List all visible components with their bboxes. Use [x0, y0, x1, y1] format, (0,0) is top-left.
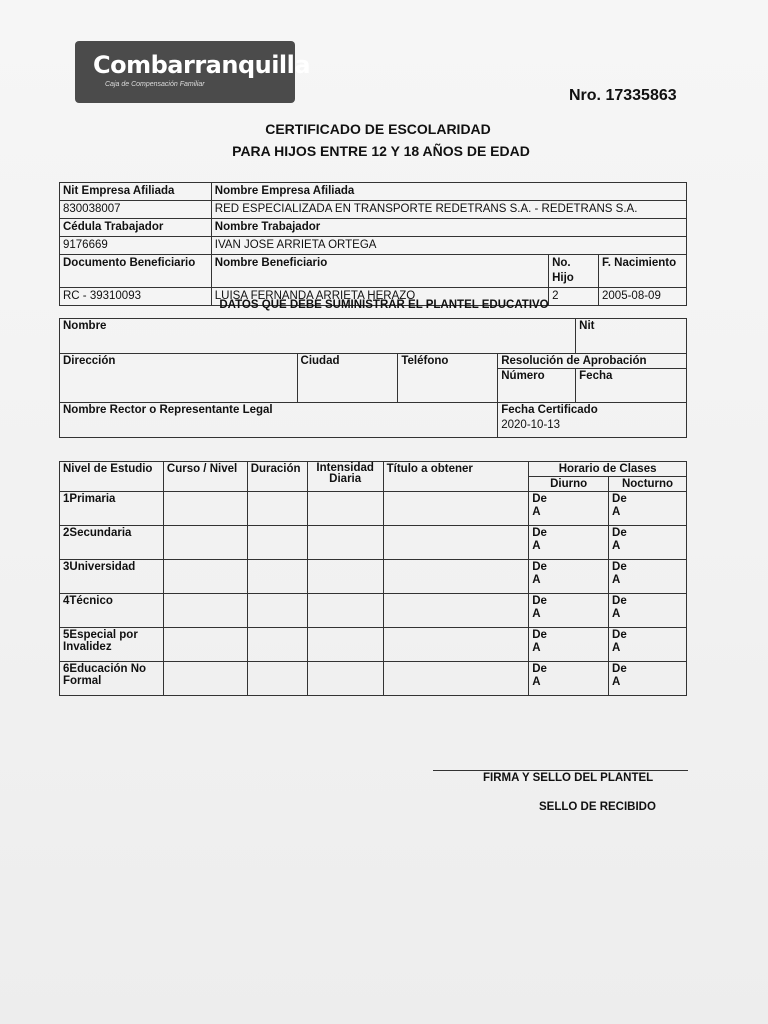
worker-name-label: Nombre Trabajador [211, 219, 686, 237]
cell-curso [163, 594, 247, 628]
study-levels-table [59, 461, 687, 696]
worker-id-value: 9176669 [60, 237, 212, 255]
cell-titulo [383, 662, 529, 696]
certificate-date-cell [498, 403, 687, 438]
company-name-label: Nombre Empresa Afiliada [211, 183, 686, 201]
cell-duracion [247, 526, 307, 560]
cell-nocturno: De A [609, 594, 687, 628]
worker-name-value: IVAN JOSE ARRIETA ORTEGA [211, 237, 686, 255]
signature-line [433, 770, 688, 771]
table-row [60, 526, 687, 560]
cell-curso [163, 628, 247, 662]
cell-diurno: De A [529, 662, 609, 696]
cell-diurno: De A [529, 594, 609, 628]
header-intensidad: Intensidad Diaria [307, 462, 383, 492]
cell-titulo [383, 628, 529, 662]
cell-titulo [383, 560, 529, 594]
cell-nocturno: De A [609, 628, 687, 662]
certificate-date-value: 2020-10-13 [501, 419, 561, 431]
certificate-number: Nro. 17335863 [569, 87, 677, 104]
beneficiary-name-value: LUISA FERNANDA ARRIETA HERAZO [211, 288, 548, 306]
cell-titulo [383, 526, 529, 560]
resolution-label: Resolución de Aprobación [498, 354, 687, 369]
header-nocturno: Nocturno [609, 477, 687, 492]
child-number-label: No. Hijo [549, 255, 599, 288]
school-name-label: Nombre [60, 319, 576, 354]
cell-nocturno: De A [609, 662, 687, 696]
cell-curso [163, 492, 247, 526]
cell-nocturno: De A [609, 492, 687, 526]
cell-duracion [247, 662, 307, 696]
phone-label: Teléfono [398, 354, 498, 403]
combarranquilla-logo [75, 41, 311, 103]
header-diurno: Diurno [529, 477, 609, 492]
level-name: 3Universidad [60, 560, 164, 594]
table-row [60, 594, 687, 628]
worker-id-label: Cédula Trabajador [60, 219, 212, 237]
nit-company-label: Nit Empresa Afiliada [60, 183, 212, 201]
resolution-date-label: Fecha [576, 369, 687, 403]
level-name: 5Especial por Invalidez [60, 628, 164, 662]
beneficiary-name-label: Nombre Beneficiario [211, 255, 548, 288]
table-row [60, 662, 687, 696]
resolution-number-label: Número [498, 369, 576, 403]
header-horario: Horario de Clases [529, 462, 687, 477]
cell-intensidad [307, 662, 383, 696]
header-duracion: Duración [247, 462, 307, 492]
school-nit-label: Nit [576, 319, 687, 354]
document-title: CERTIFICADO DE ESCOLARIDAD [265, 121, 491, 137]
logo-brand: Combarranquilla [93, 51, 311, 79]
level-name: 4Técnico [60, 594, 164, 628]
school-section-title: DATOS QUE DEBE SUMINISTRAR EL PLANTEL EDUCATIVO [219, 299, 549, 311]
cell-duracion [247, 594, 307, 628]
cell-curso [163, 526, 247, 560]
cell-intensidad [307, 594, 383, 628]
certificate-date-label: Fecha Certificado [501, 404, 598, 416]
rector-label: Nombre Rector o Representante Legal [60, 403, 498, 438]
cell-curso [163, 560, 247, 594]
birth-date-value: 2005-08-09 [599, 288, 687, 306]
school-info-table [59, 318, 687, 438]
beneficiary-doc-value: RC - 39310093 [60, 288, 212, 306]
beneficiary-doc-label: Documento Beneficiario [60, 255, 212, 288]
cell-intensidad [307, 560, 383, 594]
nit-company-value: 830038007 [60, 201, 212, 219]
header-nivel: Nivel de Estudio [60, 462, 164, 492]
table-row [60, 628, 687, 662]
birth-date-label: F. Nacimiento [599, 255, 687, 288]
level-name: 2Secundaria [60, 526, 164, 560]
city-label: Ciudad [297, 354, 398, 403]
table-row [60, 492, 687, 526]
logo-tagline: Caja de Compensación Familiar [105, 81, 205, 88]
company-name-value: RED ESPECIALIZADA EN TRANSPORTE REDETRANS S.A. - REDETRANS S.A. [211, 201, 686, 219]
level-name: 6Educación No Formal [60, 662, 164, 696]
table-row [60, 560, 687, 594]
cell-duracion [247, 560, 307, 594]
cell-curso [163, 662, 247, 696]
cell-intensidad [307, 526, 383, 560]
cell-titulo [383, 492, 529, 526]
cell-titulo [383, 594, 529, 628]
cell-nocturno: De A [609, 560, 687, 594]
cell-diurno: De A [529, 560, 609, 594]
document-subtitle: PARA HIJOS ENTRE 12 Y 18 AÑOS DE EDAD [232, 143, 530, 159]
cell-diurno: De A [529, 628, 609, 662]
cell-diurno: De A [529, 526, 609, 560]
school-signature-label: FIRMA Y SELLO DEL PLANTEL [483, 772, 654, 784]
header-titulo: Título a obtener [383, 462, 529, 492]
affiliate-info-table [59, 182, 687, 306]
cell-intensidad [307, 628, 383, 662]
cell-duracion [247, 492, 307, 526]
level-name: 1Primaria [60, 492, 164, 526]
cell-duracion [247, 628, 307, 662]
receipt-stamp-label: SELLO DE RECIBIDO [539, 801, 656, 813]
cell-diurno: De A [529, 492, 609, 526]
child-number-value: 2 [549, 288, 599, 306]
cell-intensidad [307, 492, 383, 526]
cell-nocturno: De A [609, 526, 687, 560]
header-curso: Curso / Nivel [163, 462, 247, 492]
address-label: Dirección [60, 354, 298, 403]
